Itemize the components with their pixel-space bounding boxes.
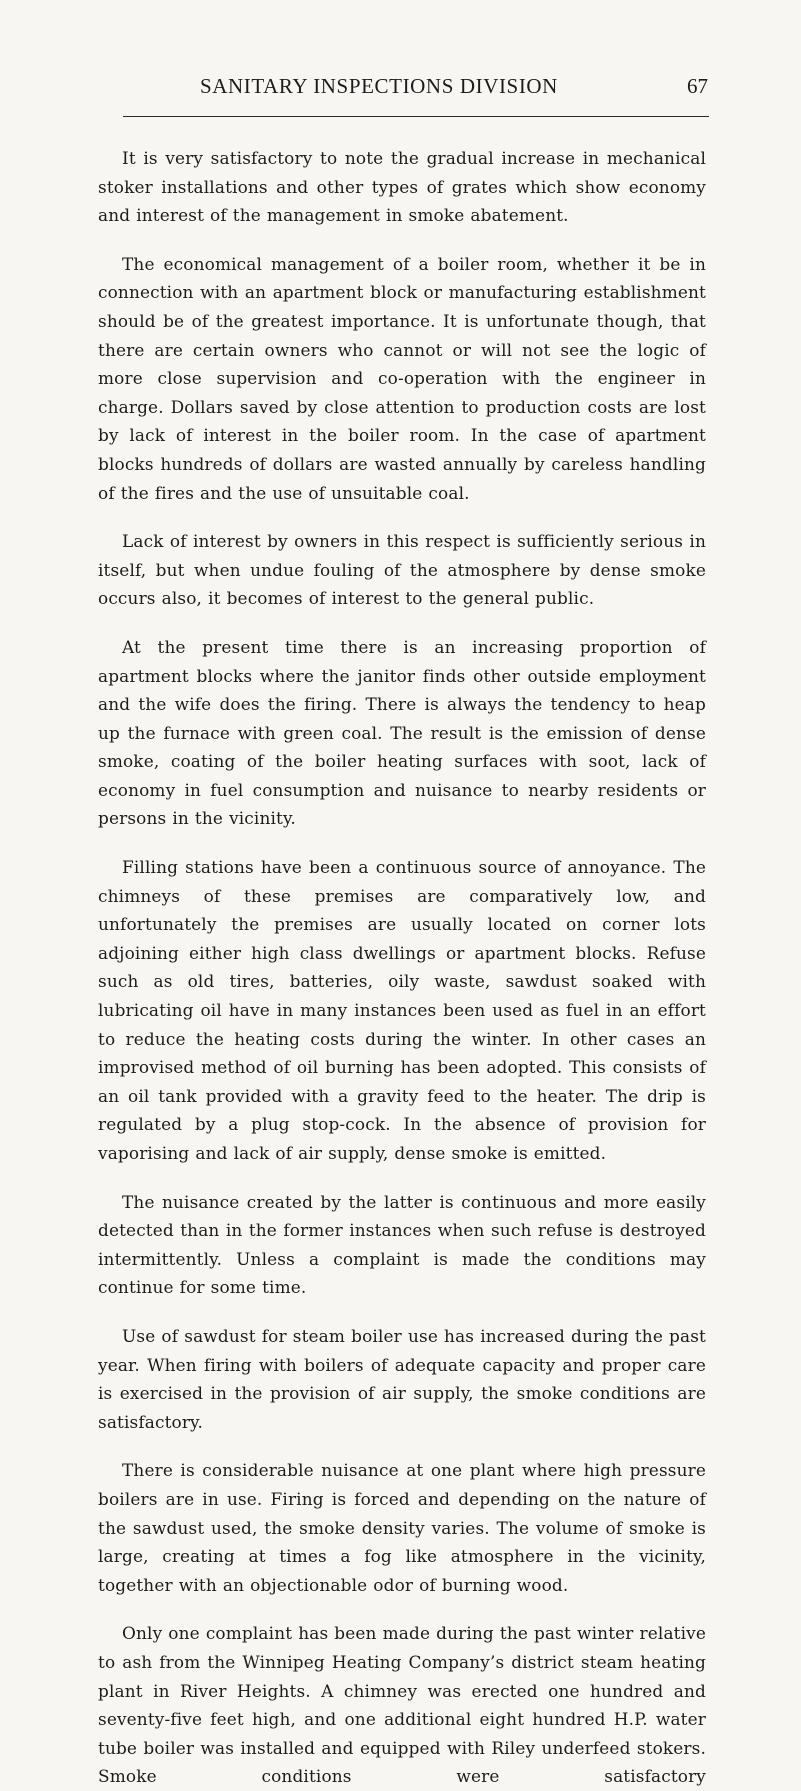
running-head <box>116 74 708 106</box>
paragraph-boiler-room-management: The economical management of a boiler room, whether it be in connection with an apartment block or manufacturing establishment should be of the greatest importance. It is unfortunate though, that there are certain owners who cannot or will not see the logic of more close supervision and co-operation with the engineer in charge. Dollars saved by close attention to production costs are lost by lack of interest in the boiler room. In the case of apartment blocks hundreds of dollars are wasted annually by careless handling of the fires and the use of unsuitable coal. <box>98 253 706 503</box>
paragraph-continuous-nuisance: The nuisance created by the latter is continuous and more easily detected than in the former instances when such refuse is destroyed intermittently. Unless a complaint is made the conditions may continue for some time. <box>98 1191 706 1298</box>
header-rule <box>123 116 709 117</box>
paragraph-owner-interest: Lack of interest by owners in this respect is sufficiently serious in itself, but when undue fouling of the atmosphere by dense smoke occurs also, it becomes of interest to the general public. <box>98 531 706 609</box>
page-number: 67 <box>687 74 708 98</box>
running-title: SANITARY INSPECTIONS DIVISION <box>200 74 558 98</box>
paragraph-sawdust-use: Use of sawdust for steam boiler use has increased during the past year. When firing with boilers of adequate capacity and proper care is exercised in the provision of air supply, the smoke conditions are satisfactory. <box>98 1325 706 1432</box>
paragraph-apartment-blocks: At the present time there is an increasing proportion of apartment blocks where the janitor finds other outside employment and the wife does the firing. There is always the tendency to heap up the furnace with green coal. The result is the emission of dense smoke, coating of the boiler heating surfaces with soot, lack of economy in fuel consumption and nuisance to nearby residents or persons in the vicinity. <box>98 636 706 829</box>
paragraph-stoker-installations: It is very satisfactory to note the gradual increase in mechanical stoker installations and other types of grates which show economy and interest of the management in smoke abatement. <box>98 148 706 226</box>
body-text <box>98 144 706 1791</box>
paragraph-high-pressure-plant: There is considerable nuisance at one plant where high pressure boilers are in use. Firing is forced and depending on the nature of the sawdust used, the smoke density varies. The volume of smoke is large, creating at times a fog like atmosphere in the vicinity, together with an objectionable odor of burning wood. <box>98 1460 706 1595</box>
paragraph-heating-company: Only one complaint has been made during the past winter relative to ash from the Winnipeg Heating Company’s district steam heating plant in River Heights. A chimney was erected one hundred and seventy-five feet high, and one additional eight hundred H.P. water tube boiler was installed and equipped with Riley underfeed stokers. Smoke conditions were satisfactory <box>98 1623 706 1787</box>
paragraph-filling-stations: Filling stations have been a continuous source of annoyance. The chimneys of these premises are comparatively low, and unfortunately the premises are usually located on corner lots adjoining either high class dwellings or apartment blocks. Refuse such as old tires, batteries, oily waste, sawdust soaked with lubricating oil have in many instances been used as fuel in an effort to reduce the heating costs during the winter. In other cases an improvised method of oil burning has been adopted. This consists of an oil tank provided with a gravity feed to the heater. The drip is regulated by a plug stop-cock. In the absence of provision for vaporising and lack of air supply, dense smoke is emitted. <box>98 857 706 1163</box>
